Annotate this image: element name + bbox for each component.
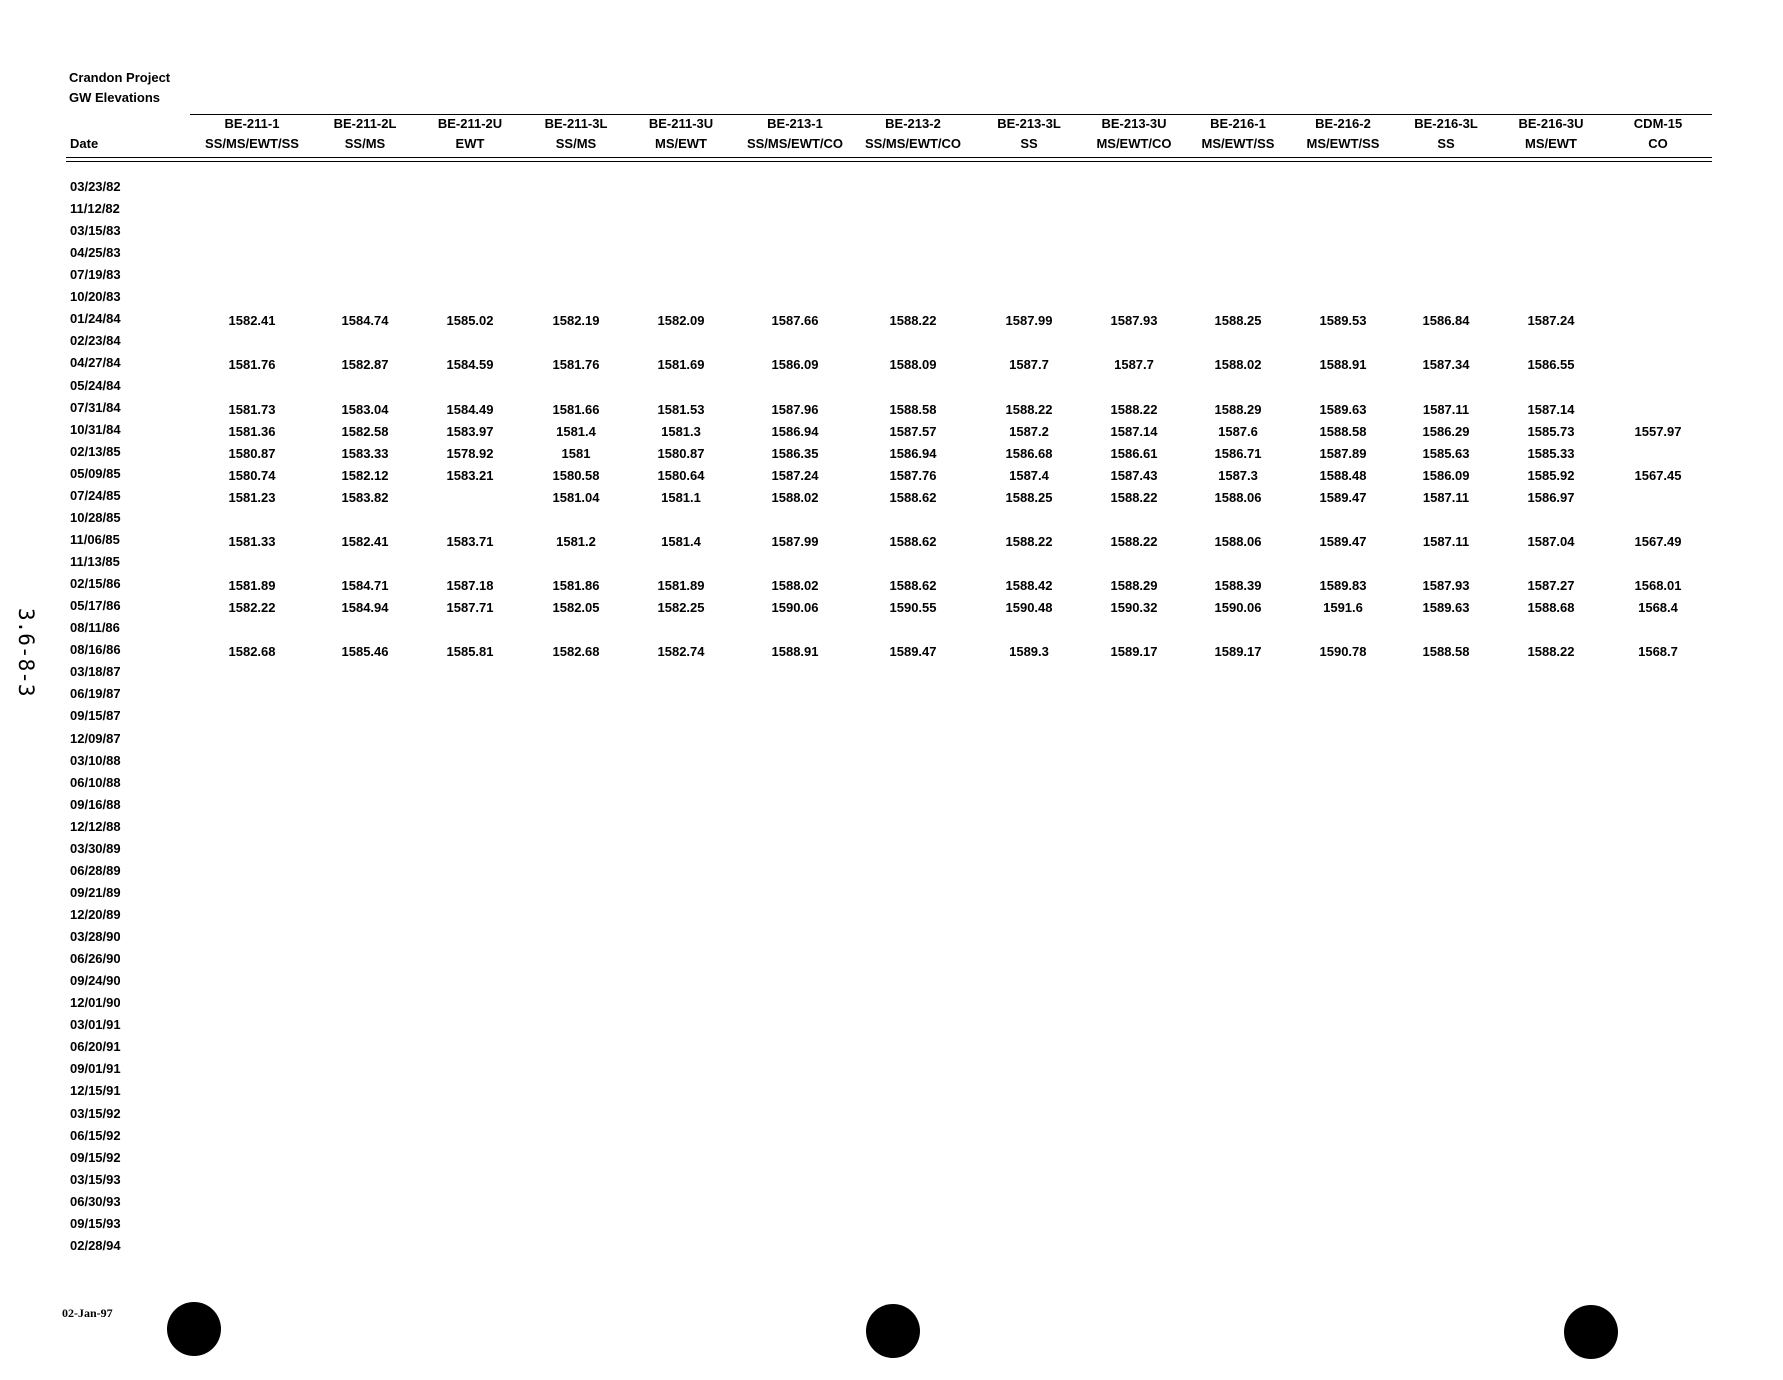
table-cell: 1587.7 [1009, 357, 1049, 373]
table-cell: 1557.97 [1634, 423, 1682, 439]
table-cell: 1581.86 [552, 578, 600, 594]
table-cell: 1586.68 [1005, 445, 1053, 461]
table-cell: 1589.47 [1319, 489, 1367, 505]
table-cell: 1586.55 [1527, 357, 1575, 373]
table-cell: 1591.6 [1323, 600, 1363, 616]
row-date: 07/19/83 [70, 267, 121, 283]
table-cell: 1581.89 [657, 578, 705, 594]
table-cell: 1587.96 [771, 401, 819, 417]
table-cell: 1581.33 [228, 533, 276, 549]
table-cell: 1583.21 [446, 467, 494, 483]
row-date: 03/15/93 [70, 1171, 121, 1187]
table-cell: 1581.66 [552, 401, 600, 417]
table-cell: 1587.04 [1527, 533, 1575, 549]
table-cell: 1567.45 [1634, 467, 1682, 483]
table-cell: 1582.87 [341, 357, 389, 373]
table-cell: 1583.33 [341, 445, 389, 461]
table-cell: 1588.91 [771, 644, 819, 660]
table-cell: 1568.4 [1638, 600, 1678, 616]
punch-hole-left [167, 1302, 221, 1356]
header-rule-bottom-double [66, 161, 1712, 162]
table-cell: 1583.97 [446, 423, 494, 439]
table-cell: 1587.24 [1527, 313, 1575, 329]
table-cell: 1583.04 [341, 401, 389, 417]
column-header [197, 114, 307, 154]
table-cell: 1581.89 [228, 578, 276, 594]
row-date: 05/17/86 [70, 598, 121, 614]
row-date: 09/21/89 [70, 884, 121, 900]
table-cell: 1588.06 [1214, 533, 1262, 549]
table-cell: 1585.92 [1527, 467, 1575, 483]
table-cell: 1588.91 [1319, 357, 1367, 373]
table-cell: 1588.22 [1005, 533, 1053, 549]
table-cell: 1590.32 [1110, 600, 1158, 616]
table-cell: 1588.22 [1110, 489, 1158, 505]
table-cell: 1588.62 [889, 533, 937, 549]
table-cell: 1582.58 [341, 423, 389, 439]
table-cell: 1581.3 [661, 423, 701, 439]
column-header-unit: MS/EWT/CO [1096, 136, 1172, 151]
column-header-unit: CO [1648, 136, 1668, 151]
column-header [415, 114, 525, 154]
table-cell: 1588.62 [889, 489, 937, 505]
table-cell: 1581.4 [661, 533, 701, 549]
side-page-number: 3.6-8-3 [14, 608, 38, 697]
row-date: 01/24/84 [70, 311, 121, 327]
column-header-well-id: BE-216-3U [1518, 116, 1584, 131]
column-header [626, 114, 736, 154]
row-date: 06/19/87 [70, 686, 121, 702]
table-cell: 1588.42 [1005, 578, 1053, 594]
row-date: 05/24/84 [70, 377, 121, 393]
table-cell: 1584.94 [341, 600, 389, 616]
table-cell: 1589.53 [1319, 313, 1367, 329]
table-cell: 1586.71 [1214, 445, 1262, 461]
table-cell: 1581.23 [228, 489, 276, 505]
table-cell: 1588.58 [889, 401, 937, 417]
row-date: 12/09/87 [70, 730, 121, 746]
table-cell: 1587.71 [446, 600, 494, 616]
table-cell: 1568.01 [1634, 578, 1682, 594]
column-header-well-id: BE-216-3L [1414, 116, 1478, 131]
column-header-unit: MS/EWT/SS [1306, 136, 1380, 151]
column-header-well-id: BE-213-3U [1101, 116, 1167, 131]
table-cell: 1588.22 [1110, 533, 1158, 549]
table-cell: 1584.71 [341, 578, 389, 594]
table-cell: 1589.17 [1214, 644, 1262, 660]
column-header [1288, 114, 1398, 154]
table-cell: 1587.4 [1009, 467, 1049, 483]
table-cell: 1587.11 [1422, 401, 1470, 417]
column-header-unit: MS/EWT [1525, 136, 1577, 151]
punch-hole-right [1564, 1305, 1618, 1359]
table-cell: 1585.33 [1527, 445, 1575, 461]
table-cell: 1582.25 [657, 600, 705, 616]
column-header-well-id: BE-213-3L [997, 116, 1061, 131]
table-cell: 1581.69 [657, 357, 705, 373]
table-cell: 1588.58 [1422, 644, 1470, 660]
column-header-unit: SS [1437, 136, 1455, 151]
table-cell: 1587.66 [771, 313, 819, 329]
table-cell: 1586.94 [771, 423, 819, 439]
column-header-well-id: BE-211-2U [437, 116, 503, 131]
row-date: 06/26/90 [70, 951, 121, 967]
table-cell: 1587.7 [1114, 357, 1154, 373]
row-date: 12/15/91 [70, 1083, 121, 1099]
table-cell: 1588.48 [1319, 467, 1367, 483]
table-cell: 1589.17 [1110, 644, 1158, 660]
table-cell: 1580.87 [228, 445, 276, 461]
table-cell: 1588.58 [1319, 423, 1367, 439]
table-cell: 1587.18 [446, 578, 494, 594]
punch-hole-center [866, 1304, 920, 1358]
row-date: 03/10/88 [70, 752, 121, 768]
table-cell: 1586.84 [1422, 313, 1470, 329]
row-date: 12/12/88 [70, 818, 121, 834]
row-date: 10/31/84 [70, 421, 121, 437]
row-date: 12/20/89 [70, 906, 121, 922]
row-date: 03/18/87 [70, 664, 121, 680]
row-date: 03/15/83 [70, 223, 121, 239]
table-cell: 1590.06 [771, 600, 819, 616]
table-cell: 1588.25 [1214, 313, 1262, 329]
row-date: 06/20/91 [70, 1039, 121, 1055]
row-date: 07/31/84 [70, 399, 121, 415]
column-header [974, 114, 1084, 154]
table-cell: 1584.59 [446, 357, 494, 373]
column-header-well-id: BE-216-2 [1315, 116, 1371, 131]
column-header-unit: SS/MS/EWT/CO [746, 136, 844, 151]
column-header-well-id: BE-211-3U [648, 116, 714, 131]
table-cell: 1584.74 [341, 313, 389, 329]
table-cell: 1587.89 [1319, 445, 1367, 461]
table-cell: 1585.73 [1527, 423, 1575, 439]
table-cell: 1588.22 [1110, 401, 1158, 417]
row-date: 06/15/92 [70, 1127, 121, 1143]
column-header-unit: MS/EWT/SS [1201, 136, 1275, 151]
table-cell: 1587.3 [1218, 467, 1258, 483]
table-cell: 1578.92 [446, 445, 494, 461]
column-header-unit: MS/EWT [655, 136, 707, 151]
table-cell: 1587.43 [1110, 467, 1158, 483]
table-cell: 1588.62 [889, 578, 937, 594]
table-cell: 1586.29 [1422, 423, 1470, 439]
column-header [1496, 114, 1606, 154]
column-header [521, 114, 631, 154]
row-date: 02/13/85 [70, 443, 121, 459]
table-cell: 1587.6 [1218, 423, 1258, 439]
table-cell: 1589.3 [1009, 644, 1049, 660]
table-cell: 1588.29 [1110, 578, 1158, 594]
table-cell: 1586.94 [889, 445, 937, 461]
column-header [1079, 114, 1189, 154]
table-cell: 1580.74 [228, 467, 276, 483]
table-cell: 1587.57 [889, 423, 937, 439]
row-date: 02/28/94 [70, 1237, 121, 1253]
table-cell: 1581.36 [228, 423, 276, 439]
row-date: 03/30/89 [70, 840, 121, 856]
row-date: 06/10/88 [70, 774, 121, 790]
table-cell: 1586.35 [771, 445, 819, 461]
row-date: 02/23/84 [70, 333, 121, 349]
table-cell: 1588.68 [1527, 600, 1575, 616]
table-cell: 1588.29 [1214, 401, 1262, 417]
row-date: 09/16/88 [70, 796, 121, 812]
column-header-well-id: BE-213-1 [767, 116, 823, 131]
table-cell: 1587.11 [1422, 533, 1470, 549]
column-header-well-id: CDM-15 [1633, 116, 1683, 131]
table-cell: 1582.74 [657, 644, 705, 660]
column-header-unit: SS/MS/EWT/SS [205, 136, 299, 151]
table-cell: 1568.7 [1638, 644, 1678, 660]
table-cell: 1589.63 [1422, 600, 1470, 616]
table-cell: 1580.87 [657, 445, 705, 461]
report-subtitle: GW Elevations [69, 90, 161, 105]
row-date: 10/28/85 [70, 509, 121, 525]
table-cell: 1580.58 [552, 467, 600, 483]
table-cell: 1582.41 [341, 533, 389, 549]
column-header-unit: SS/MS [555, 136, 597, 151]
row-date: 06/28/89 [70, 862, 121, 878]
table-cell: 1581.76 [552, 357, 600, 373]
row-date: 05/09/85 [70, 465, 121, 481]
row-date: 12/01/90 [70, 995, 121, 1011]
table-cell: 1588.09 [889, 357, 937, 373]
table-cell: 1583.71 [446, 533, 494, 549]
row-date: 08/16/86 [70, 642, 121, 658]
column-header-unit: SS/MS/EWT/CO [864, 136, 962, 151]
column-header [1183, 114, 1293, 154]
table-cell: 1580.64 [657, 467, 705, 483]
table-cell: 1585.46 [341, 644, 389, 660]
row-date: 09/01/91 [70, 1061, 121, 1077]
table-cell: 1587.2 [1009, 423, 1049, 439]
report-title: Crandon Project [69, 70, 171, 85]
column-header-unit: SS [1020, 136, 1038, 151]
table-cell: 1585.81 [446, 644, 494, 660]
footer-date: 02-Jan-97 [62, 1306, 113, 1320]
row-date: 08/11/86 [70, 620, 120, 636]
table-cell: 1582.09 [657, 313, 705, 329]
table-cell: 1590.48 [1005, 600, 1053, 616]
table-cell: 1587.11 [1422, 489, 1470, 505]
row-date: 03/15/92 [70, 1105, 121, 1121]
row-date: 10/20/83 [70, 289, 121, 305]
table-cell: 1585.02 [446, 313, 494, 329]
table-cell: 1588.22 [889, 313, 937, 329]
table-cell: 1586.09 [1422, 467, 1470, 483]
table-cell: 1586.61 [1110, 445, 1158, 461]
table-cell: 1589.63 [1319, 401, 1367, 417]
table-cell: 1589.47 [1319, 533, 1367, 549]
row-date: 03/01/91 [70, 1017, 121, 1033]
table-cell: 1581.4 [556, 423, 596, 439]
column-header-well-id: BE-211-2L [333, 116, 397, 131]
table-cell: 1590.06 [1214, 600, 1262, 616]
table-cell: 1590.78 [1319, 644, 1367, 660]
row-date: 11/13/85 [70, 554, 120, 570]
table-cell: 1587.76 [889, 467, 937, 483]
row-date: 02/15/86 [70, 576, 121, 592]
table-cell: 1582.22 [228, 600, 276, 616]
row-date: 09/15/92 [70, 1149, 121, 1165]
row-date: 06/30/93 [70, 1193, 121, 1209]
table-cell: 1587.99 [771, 533, 819, 549]
row-date: 11/12/82 [70, 201, 120, 217]
table-cell: 1589.47 [889, 644, 937, 660]
table-cell: 1588.02 [771, 489, 819, 505]
row-date: 09/15/87 [70, 708, 121, 724]
table-cell: 1587.34 [1422, 357, 1470, 373]
table-cell: 1587.93 [1422, 578, 1470, 594]
table-cell: 1584.49 [446, 401, 494, 417]
table-cell: 1582.12 [341, 467, 389, 483]
table-cell: 1586.97 [1527, 489, 1575, 505]
table-cell: 1588.02 [771, 578, 819, 594]
column-header-unit: EWT [455, 136, 485, 151]
table-cell: 1582.05 [552, 600, 600, 616]
table-cell: 1588.25 [1005, 489, 1053, 505]
table-cell: 1588.22 [1527, 644, 1575, 660]
header-rule-bottom [66, 157, 1712, 158]
table-cell: 1587.27 [1527, 578, 1575, 594]
table-cell: 1581.73 [228, 401, 276, 417]
table-cell: 1588.02 [1214, 357, 1262, 373]
table-cell: 1590.55 [889, 600, 937, 616]
table-cell: 1583.82 [341, 489, 389, 505]
table-cell: 1588.39 [1214, 578, 1262, 594]
table-cell: 1588.22 [1005, 401, 1053, 417]
column-header [1391, 114, 1501, 154]
table-cell: 1581.76 [228, 357, 276, 373]
column-header-well-id: BE-216-1 [1210, 116, 1266, 131]
table-cell: 1567.49 [1634, 533, 1682, 549]
table-cell: 1587.14 [1110, 423, 1158, 439]
table-cell: 1581.1 [661, 489, 701, 505]
row-date: 11/06/85 [70, 531, 120, 547]
row-date: 09/24/90 [70, 973, 121, 989]
row-date: 04/27/84 [70, 355, 121, 371]
row-date: 09/15/93 [70, 1215, 121, 1231]
column-header [740, 114, 850, 154]
column-header-well-id: BE-211-3L [544, 116, 608, 131]
column-header-well-id: BE-211-1 [224, 116, 280, 131]
column-header [1603, 114, 1713, 154]
table-cell: 1581.53 [657, 401, 705, 417]
table-cell: 1585.63 [1422, 445, 1470, 461]
table-cell: 1589.83 [1319, 578, 1367, 594]
row-date: 04/25/83 [70, 245, 121, 261]
row-date: 03/28/90 [70, 929, 121, 945]
column-header [858, 114, 968, 154]
table-cell: 1581.2 [556, 533, 596, 549]
table-cell: 1582.68 [552, 644, 600, 660]
table-cell: 1587.93 [1110, 313, 1158, 329]
column-header [310, 114, 420, 154]
row-date: 07/24/85 [70, 487, 121, 503]
table-cell: 1582.68 [228, 644, 276, 660]
table-cell: 1587.99 [1005, 313, 1053, 329]
table-cell: 1587.14 [1527, 401, 1575, 417]
column-header-well-id: BE-213-2 [885, 116, 941, 131]
table-cell: 1587.24 [771, 467, 819, 483]
table-cell: 1586.09 [771, 357, 819, 373]
table-cell: 1588.06 [1214, 489, 1262, 505]
table-cell: 1582.41 [228, 313, 276, 329]
table-cell: 1581.04 [552, 489, 600, 505]
table-cell: 1581 [561, 445, 591, 461]
date-column-header: Date [70, 136, 99, 151]
column-header-unit: SS/MS [344, 136, 386, 151]
table-cell: 1582.19 [552, 313, 600, 329]
row-date: 03/23/82 [70, 179, 121, 194]
